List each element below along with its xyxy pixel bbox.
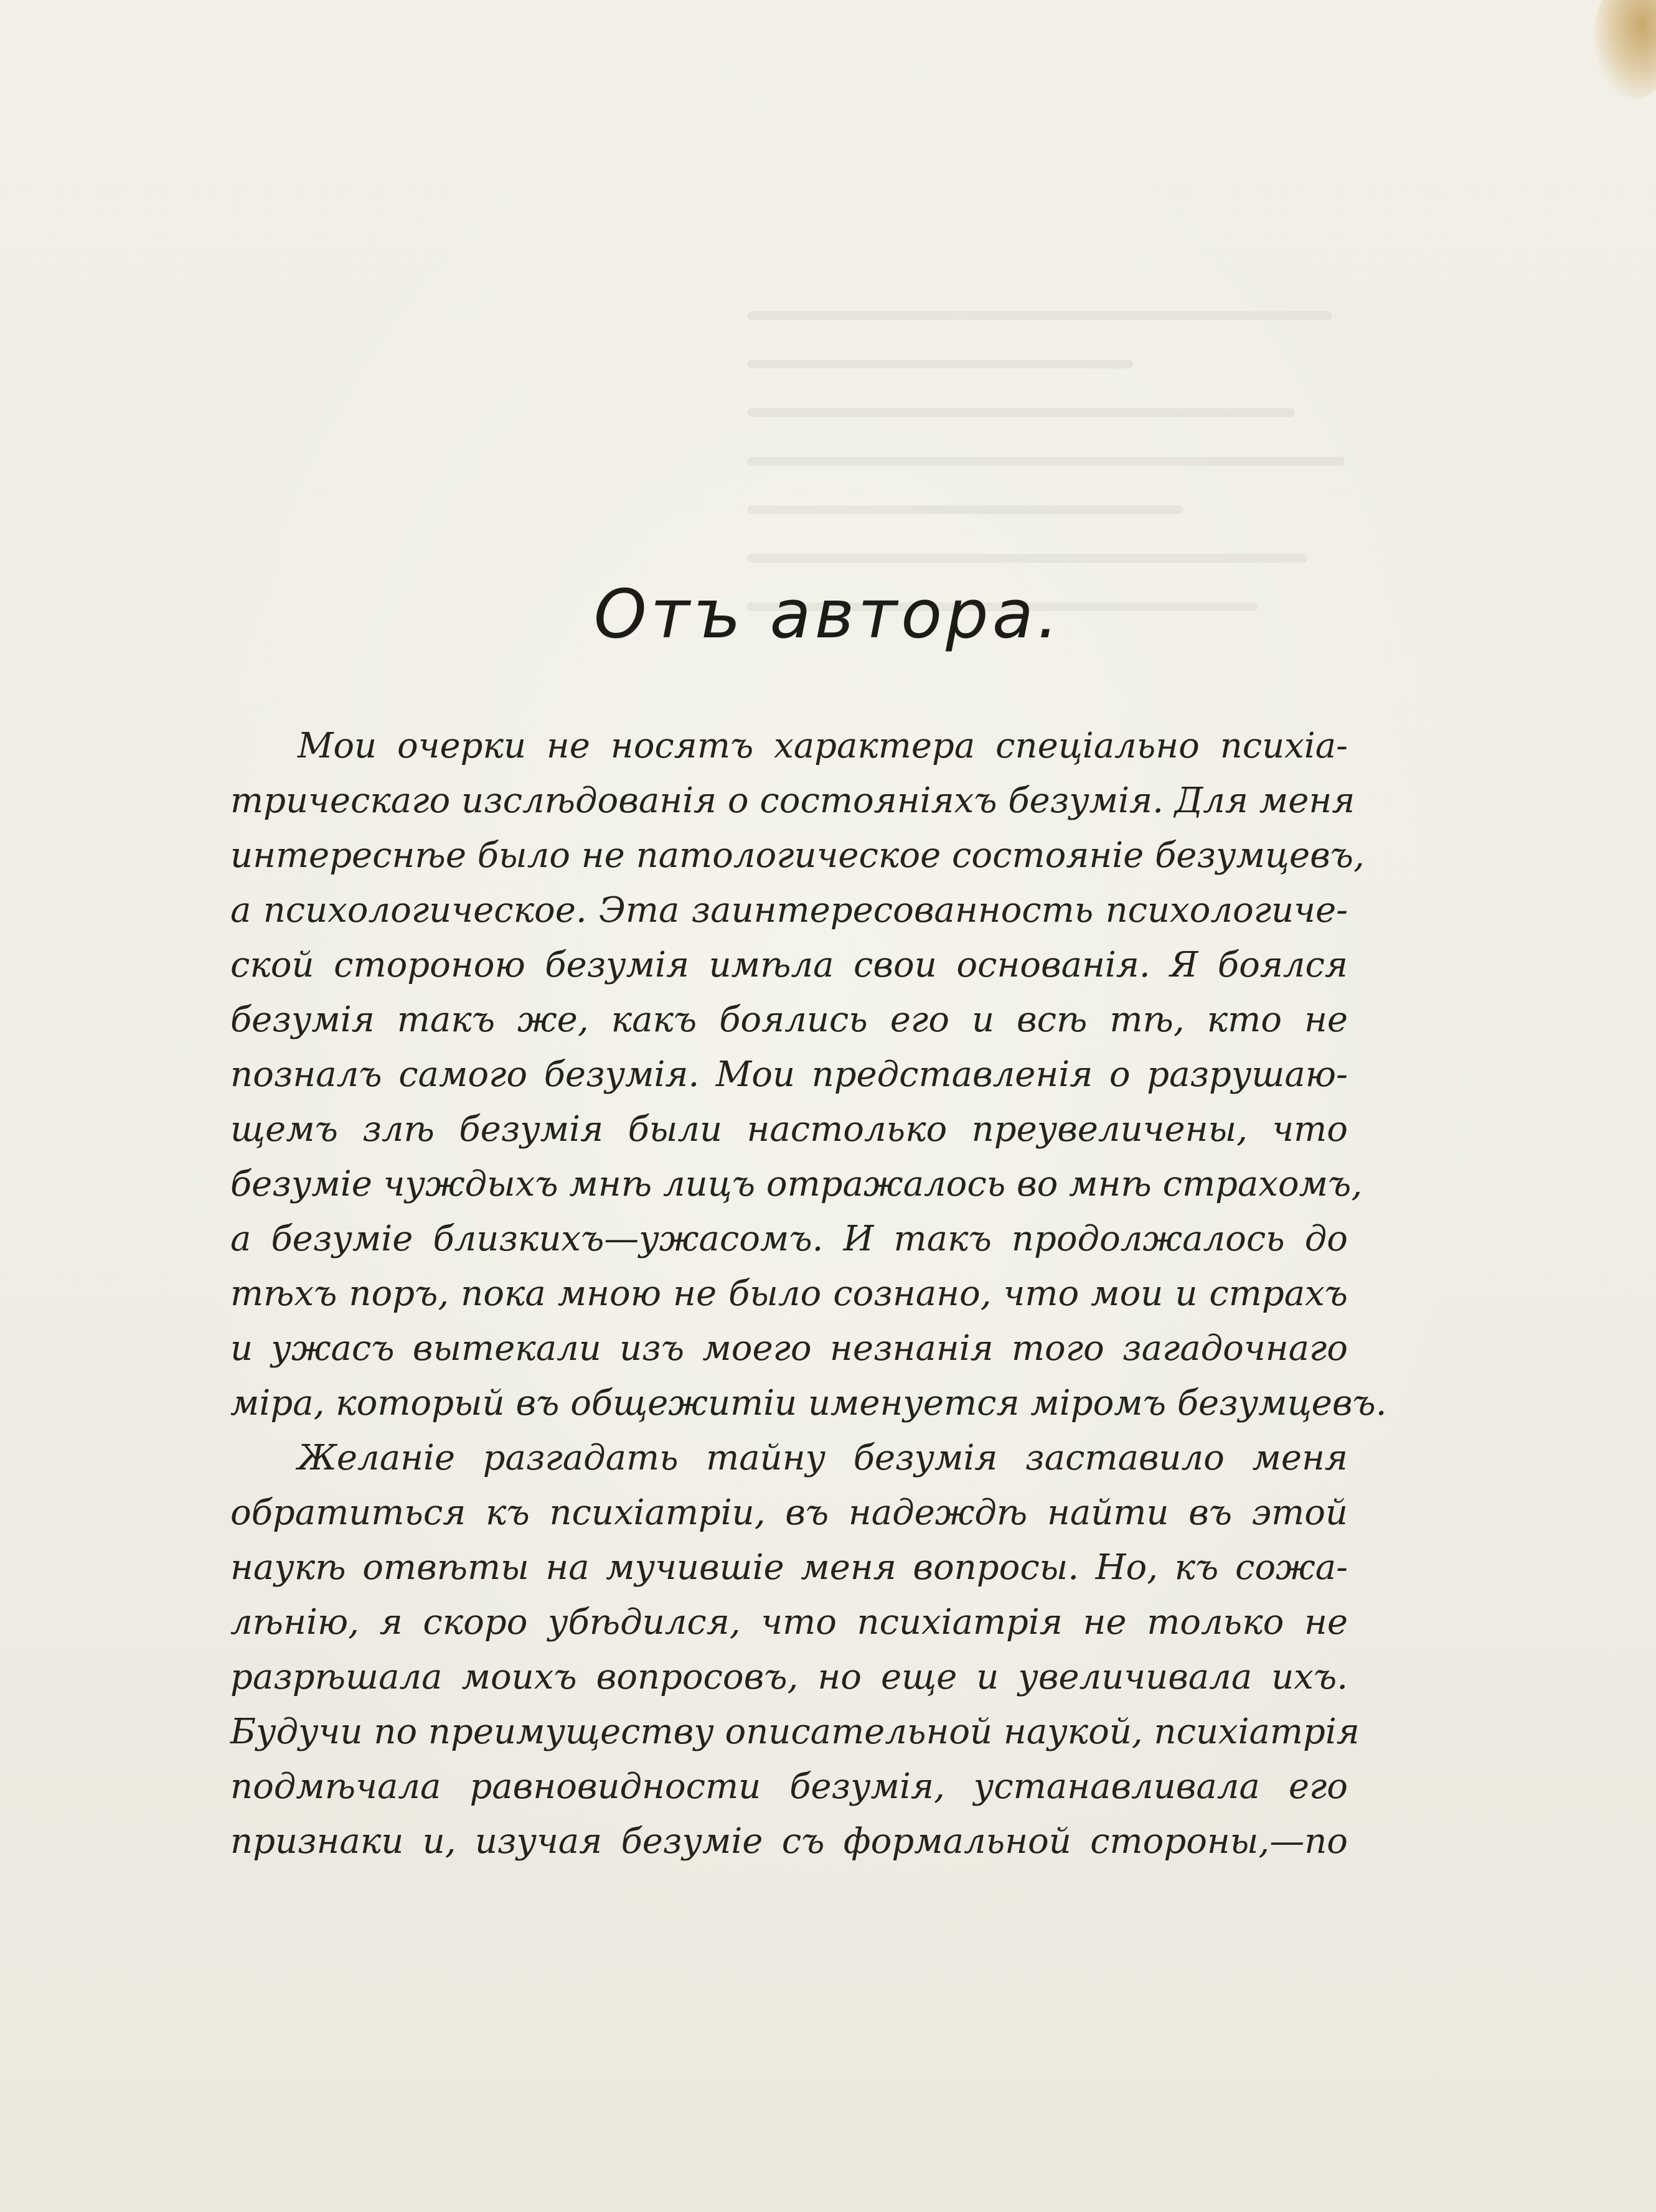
paper-stain bbox=[1594, 0, 1656, 100]
text-line: интереснѣе было не патологическое состояніе безумцевъ, bbox=[230, 835, 1365, 876]
text-line: безуміе чуждыхъ мнѣ лицъ отражалось во мнѣ страхомъ, bbox=[230, 1164, 1363, 1204]
text-line: ской стороною безумія имѣла свои основанія. Я боялся bbox=[230, 945, 1348, 985]
text-line: обратиться къ психіатріи, въ надеждѣ найти въ этой bbox=[230, 1493, 1348, 1533]
chapter-heading: Отъ автора. bbox=[593, 576, 1063, 654]
paragraph bbox=[230, 719, 1387, 1431]
text-line: лѣнію, я скоро убѣдился, что психіатрія не только не bbox=[230, 1602, 1348, 1643]
text-line: разрѣшала моихъ вопросовъ, но еще и увеличивала ихъ. bbox=[230, 1657, 1348, 1697]
text-line: тѣхъ поръ, пока мною не было сознано, что мои и страхъ bbox=[230, 1273, 1348, 1314]
text-line: щемъ злѣ безумія были настолько преувеличены, что bbox=[230, 1109, 1348, 1150]
text-line: наукѣ отвѣты на мучившіе меня вопросы. Но, къ сожа- bbox=[230, 1547, 1348, 1588]
text-line: Мои очерки не носятъ характера спеціально психіа- bbox=[298, 726, 1348, 766]
text-line: и ужасъ вытекали изъ моего незнанія того загадочнаго bbox=[230, 1328, 1348, 1369]
text-line: безумія такъ же, какъ боялись его и всѣ тѣ, кто не bbox=[230, 1000, 1348, 1040]
text-line: а безуміе близкихъ—ужасомъ. И такъ продолжалось до bbox=[230, 1219, 1348, 1259]
text-line: позналъ самого безумія. Мои представленія о разрушаю- bbox=[230, 1054, 1348, 1095]
text-line: признаки и, изучая безуміе съ формальной стороны,—по bbox=[230, 1821, 1348, 1862]
text-line: Желаніе разгадать тайну безумія заставило меня bbox=[298, 1438, 1348, 1478]
paragraph bbox=[230, 1431, 1360, 1869]
text-line: трическаго изслѣдованія о состояніяхъ безумія. Для меня bbox=[230, 780, 1355, 821]
text-line: Будучи по преимуществу описательной наукой, психіатрія bbox=[230, 1712, 1360, 1752]
bleed-through-text bbox=[747, 311, 1370, 759]
text-line: міра, который въ общежитіи именуется міромъ безумцевъ. bbox=[230, 1383, 1387, 1423]
text-line: подмѣчала равновидности безумія, устанавливала его bbox=[230, 1766, 1348, 1807]
text-line: а психологическое. Эта заинтересованность психологиче- bbox=[230, 890, 1348, 930]
body-text bbox=[230, 719, 1387, 1869]
